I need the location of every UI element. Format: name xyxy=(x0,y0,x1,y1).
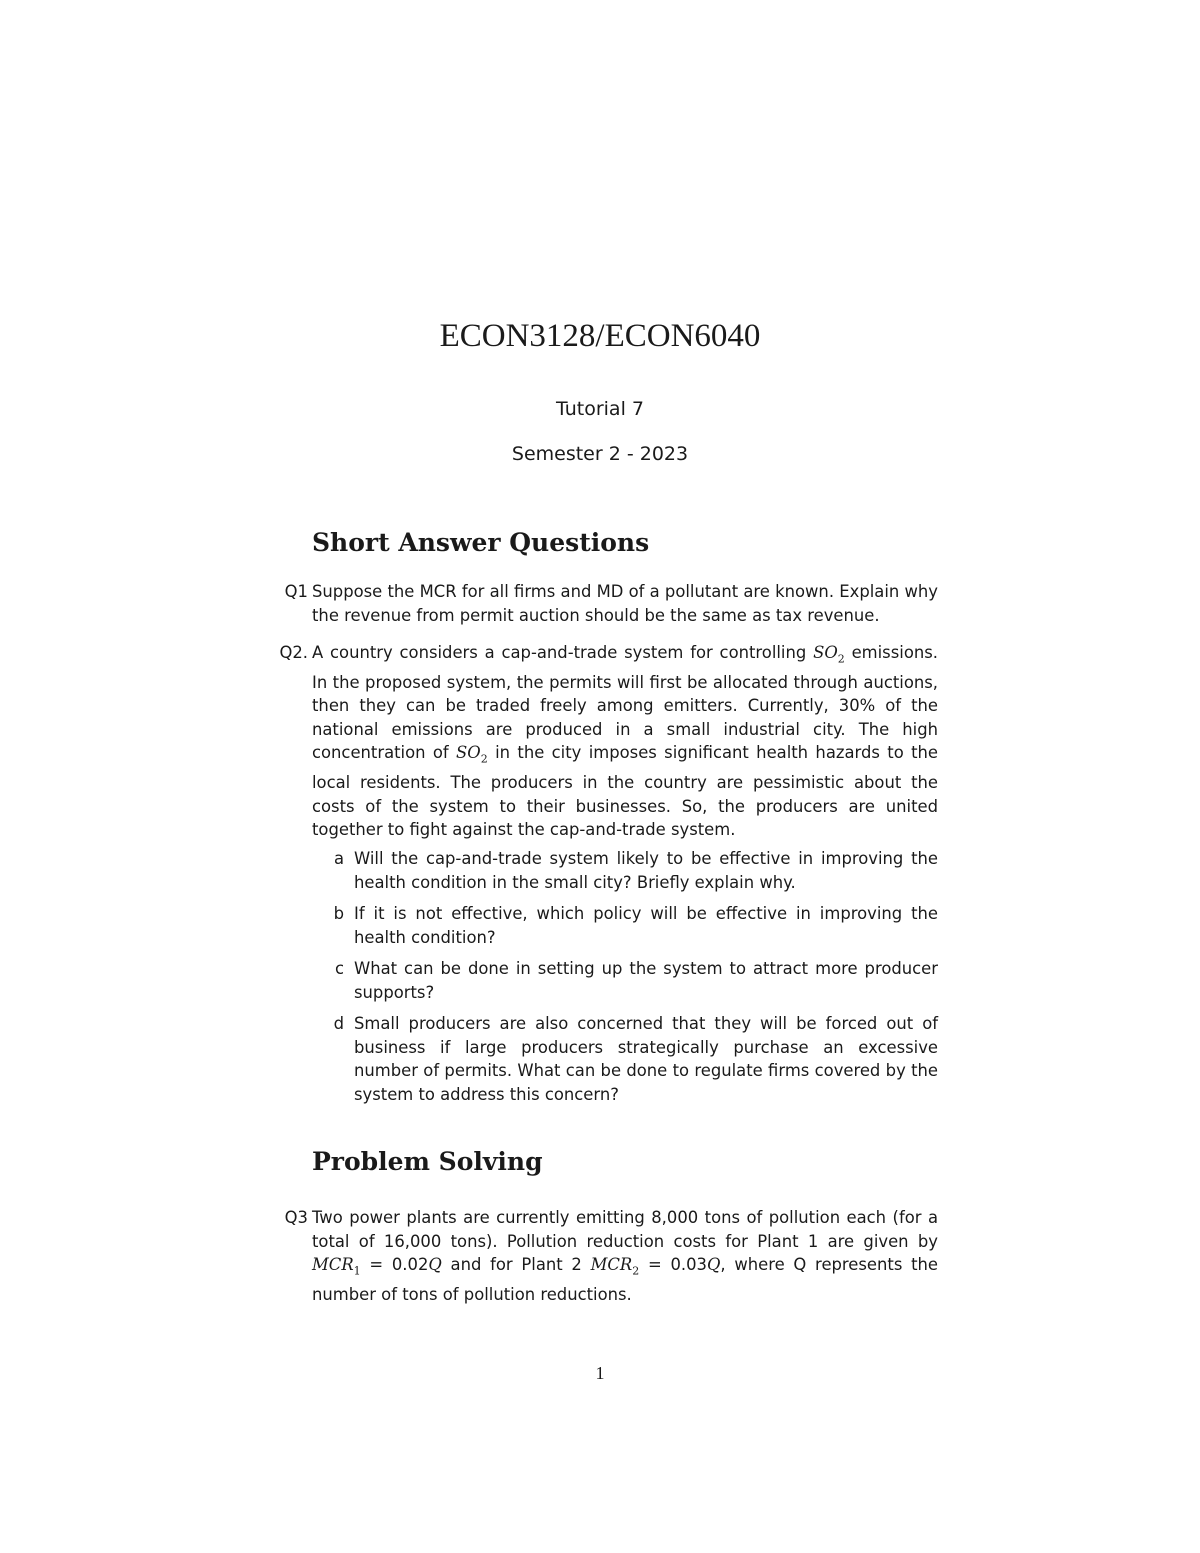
part-text: Small producers are also concerned that they will be forced out of business if large producers strategically purchase an excessive number of permits. What can be done to regulate firms covered by the system to address this concern? xyxy=(354,1014,938,1104)
part-text: Will the cap-and-trade system likely to be effective in improving the health condition in the small city? Briefly explain why. xyxy=(354,849,938,892)
question-q2-part-c xyxy=(318,957,938,1004)
q-variable: Q xyxy=(428,1255,442,1274)
question-label: Q2. xyxy=(279,643,308,662)
question-q3 xyxy=(262,1206,938,1306)
text-segment: emissions. In the proposed system, the permits will first be allocated through auctions, then they can be traded freely among emitters. Currently, 30% of the national emissions are produced in a small industrial city. The high concentration of xyxy=(312,643,938,763)
page-number: 1 xyxy=(595,1363,605,1383)
formula-base: MCR xyxy=(312,1255,354,1274)
text-segment: = 0.02 xyxy=(360,1255,429,1274)
part-text: What can be done in setting up the system to attract more producer supports? xyxy=(354,959,938,1002)
question-text: Suppose the MCR for all firms and MD of a pollutant are known. Explain why the revenue from permit auction should be the same as tax revenue. xyxy=(312,582,938,625)
question-q1 xyxy=(262,580,938,627)
so2-formula xyxy=(813,643,845,666)
course-title: ECON3128/ECON6040 xyxy=(439,318,761,354)
tutorial-number: Tutorial 7 xyxy=(556,398,644,420)
formula-subscript: 1 xyxy=(353,1264,361,1278)
part-label: a xyxy=(333,849,344,868)
formula-base: SO xyxy=(813,643,838,662)
text-segment: = 0.03 xyxy=(639,1255,707,1274)
part-label: b xyxy=(333,904,344,923)
text-segment: in the city imposes significant health hazards to the local residents. The producers in the country are pessimistic about the costs of the system to their businesses. So, the producers are united together to fight against the cap-and-trade system. xyxy=(312,743,938,840)
mcr2-formula xyxy=(590,1255,640,1278)
formula-subscript: 2 xyxy=(480,752,488,766)
text-segment: A country considers a cap-and-trade system for controlling xyxy=(312,643,814,662)
question-q2-part-b xyxy=(318,902,938,949)
question-text xyxy=(312,641,938,842)
question-q2 xyxy=(262,641,938,842)
problem-solving-heading: Problem Solving xyxy=(312,1147,543,1176)
question-label: Q1 xyxy=(284,582,308,601)
so2-formula xyxy=(456,743,488,766)
question-label: Q3 xyxy=(284,1208,308,1227)
formula-subscript: 2 xyxy=(837,652,845,666)
text-segment: and for Plant 2 xyxy=(441,1255,591,1274)
q-variable: Q xyxy=(706,1255,721,1274)
part-label: c xyxy=(334,959,344,978)
text-segment: Two power plants are currently emitting 8,000 tons of pollution each (for a total of 16,000 tons). Pollution reduction costs for Plant 1 are given by xyxy=(312,1208,938,1251)
short-answer-heading: Short Answer Questions xyxy=(312,528,650,557)
formula-base: MCR xyxy=(590,1255,633,1274)
formula-subscript: 2 xyxy=(632,1264,640,1278)
question-q2-part-d xyxy=(318,1012,938,1106)
formula-base: SO xyxy=(456,743,481,763)
semester-label: Semester 2 - 2023 xyxy=(511,443,689,465)
question-text xyxy=(312,1206,938,1306)
text-segment: , where Q represents the number of tons of pollution reductions. xyxy=(312,1255,939,1304)
part-text: If it is not effective, which policy will be effective in improving the health condition? xyxy=(354,904,938,947)
question-q2-part-a xyxy=(318,847,938,894)
part-label: d xyxy=(333,1014,344,1033)
mcr1-formula xyxy=(312,1255,361,1278)
